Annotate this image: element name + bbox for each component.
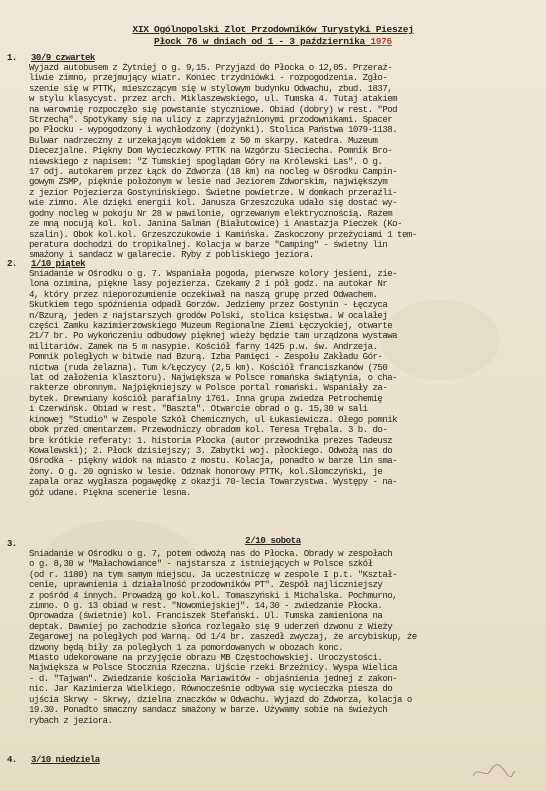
section-number: 4. <box>7 754 17 765</box>
header-place: Płock 76 <box>154 36 198 47</box>
section-3 <box>7 539 538 749</box>
subheading-2-10: 2/10 sobota <box>245 535 301 546</box>
section-body: Śniadanie w Ośrodku o g. 7. Wspaniała pogoda, pierwsze kolory jesieni, zie- lona ozimina, piękne lasy pojezierza. Czekamy 2 i pół godz. na autokar Nr 4, który przez nieporozumienie oczekiwał na naszą grupę przed Odwachem. Skutkiem tego spóźnienia odpadł Gorzów. Jedziemy przez Gostynin - Łęczyca n/Bzurą, jeden z najstarszych grodów Polski, stolica księstwa. W ocalałej części Zamku kazimierzowskiego Muzeum Regionalne Ziemi Łęczyckiej, otwarte 21/7 br. Po wykończeniu odbudowy pięknej wieży będzie tam urządzona wystawa militariów. Zamek na 5 m nasypie. Kościół farny 1425 p.w. św. Andrzeja. Pomnik poległych w bitwie nad Bzurą. Izba Pamięci - Zespołu Zakładu Gór- nictwa (ruda żelazna). Tum k/Łęczycy (2,5 km). Kościół franciszkanów (750 lat od założenia klasztoru). Największa w Polsce romańska świątynia, o cha- rakterze obronnym. Najpiękniejszy w Polsce portal romański. Wspaniały za- bytek. Drewniany kościół parafialny 1761. Inna grupa zwiedza Petrochemię i Czerwińsk. Obiad w rest. "Baszta". Otwarcie obrad o g. 15,30 w sali kinowej "Studio" w Zespole Szkół Chemicznych, ul Łukasiewicza. Ołego pomnik obok przed cmentarzem. Przewodniczy obradom kol. Teresa Trębala. 3 b. do- bre krótkie referaty: 1. historia Płocka (autor przewodnika prezes Tadeusz Kowalewski); 2. Płock dzisiejszy; 3. Zabytki woj. płockiego. Odwożą nas do Ośrodka - piękny widok na miasto z mostu. Kolacja, ponadto w barze lin sma- żony. O g. 20 ognisko w lesie. Odznak honorowy PTTK, kol.Słomczyński, je zapala oraz wygłasza pogawędkę z okazji 70-lecia Towarzystwa. Występy - na- góż udane. Piękna scenerie lesna. <box>29 269 398 498</box>
section-date: 3/10 niedziela <box>31 754 100 765</box>
header-subtitle <box>0 36 546 48</box>
header-title: XIX Ogólnopolski Zlot Przodowników Turystyki Pieszej <box>132 24 414 35</box>
section-number: 2. <box>7 258 17 269</box>
section-4 <box>7 755 538 769</box>
section-number: 3. <box>7 538 17 549</box>
section-date: 1/10 piątek <box>31 258 85 269</box>
section-body: Śniadanie w Ośrodku o g. 7, potem odwożą nas do Płocka. Obrady w zespołach o g. 8,30 w "Małachowiance" - najstarsza z istniejących w Polsce szkół (od r. 1180) na tym samym miejscu. Ja uczestniczę w zespole I p.t. "Kształ- cenie, uprawnienia i działalność przodowników PT". Zespół najliczniejszy z pośród 4 innych. Prowadzą go kol.kol. Tomaszyński i Michalska. Pochmurno, zimno. O g. 13 obiad w rest. "Nowomiejskiej". 14,30 - zwiedzanie Płocka. Oprowadza (świetnie) kol. Franciszek Stefański. Ul. Tumska zamieniona na deptak. Dawniej po zachodzie słońca rozlegało się 9 uderzeń dzwonu z Wieży Zegarowej na poległych pod Warną. Od 1/4 br. zaszedł zwyczaj, że arcybiskup, że dzwony będą biły za poległych 1 za pomordowanych w obozach konc. Miasto udekorowane na przyjęcie obrazu MB Częstochowskiej. Uroczystości. Największa w Polsce Stocznia Rzeczna. Ujście rzeki Brzeźnicy. Wyspa Wielica - d. "Tajwan". Zwiedzanie kościoła Mariawitów - objaśnienia jednej z zakon- nic. Jar Kazimierza Wielkiego. Równocześnie odbywa się wycieczka piesza do ujścia Skrwy - Skrwy, dzielna znaczków w Odwachu. Wyjazd do Zdworza, kolacja o 19.30. Ponadto smaczny sandacz smażony w barze. Używamy sobie na świeżych rybach z jeziora. <box>29 549 417 726</box>
header-dates: w dniach od 1 - 3 października <box>197 36 371 47</box>
section-1 <box>7 52 538 261</box>
signature-mark <box>470 761 516 783</box>
section-date: 30/9 czwartek <box>31 52 95 63</box>
section-body: Wyjazd autobusem z Żytniej o g. 9,15. Przyjazd do Płocka o 12,05. Przeraź- liwie zimno, przejmujący wiatr. Koniec trzydniówki - rozpogodzenia. Zgło- szenie się w PTTK, mieszczącym się w stylowym budynku Odwachu, zbud. 1837, w stylu klasycyst. przez arch. Miklaszewskiego, ul. Tumska 4. Tutaj atakiem na warownię rozpoczęło się powstanie styczniowe. Obiad (dobry) w rest. "Pod Strzechą". Spotykamy się na ulicy z zaprzyjaźnionymi przodownikami. Spacer po Płocku - wypogodzony i wychłodzony (dożynki). Stolica Państwa 1079-1138. Bulwar nadrzeczny z urzekającym widokiem z 50 m skarpy. Katedra. Muzeum Diecezjalne. Piękny Dom Wycieczkowy PTTK na Wzgórzu Sieciecha. Pomnik Bro- niewskiego z napisem: "Z Tumskiej spoglądam Góry na Królewski Las". O g. 17 odj. autokarem przez Łąck do Zdworza (18 km) na nocleg w Ośrodku Campin- gowym ZSMP, pięknie położonym w lesie nad Jeziorem Zdworskim, największym z jezior Pojezierza Gostynińskiego. Świetne powietrze. W domkach przeraźli- wie zimno. Ale dzięki energii kol. Janusza Grzeszczuka udało się dostać wy- godny nocleg w pokoju Nr 28 w pawilonie, ogrzewanym elektrycznością. Razem ze mną nocują kol. kol. Janina Salman (Białutowice) i Anastazja Pieczek (Ko- szalin). Obok kol.kol. Grzeszczukowie i Kamińska. Zaskoczony przeżyciami 1 tem- peratura dochodzi do tropikalnej. Kolacja w barze "Camping" - świetny lin smażony i sandacz w galarecie. Ryby z pobliskiego jeziora. <box>29 63 417 261</box>
section-2 <box>7 259 538 524</box>
document-header <box>0 24 546 48</box>
section-number: 1. <box>7 52 17 63</box>
header-year: 1976 <box>370 36 392 47</box>
